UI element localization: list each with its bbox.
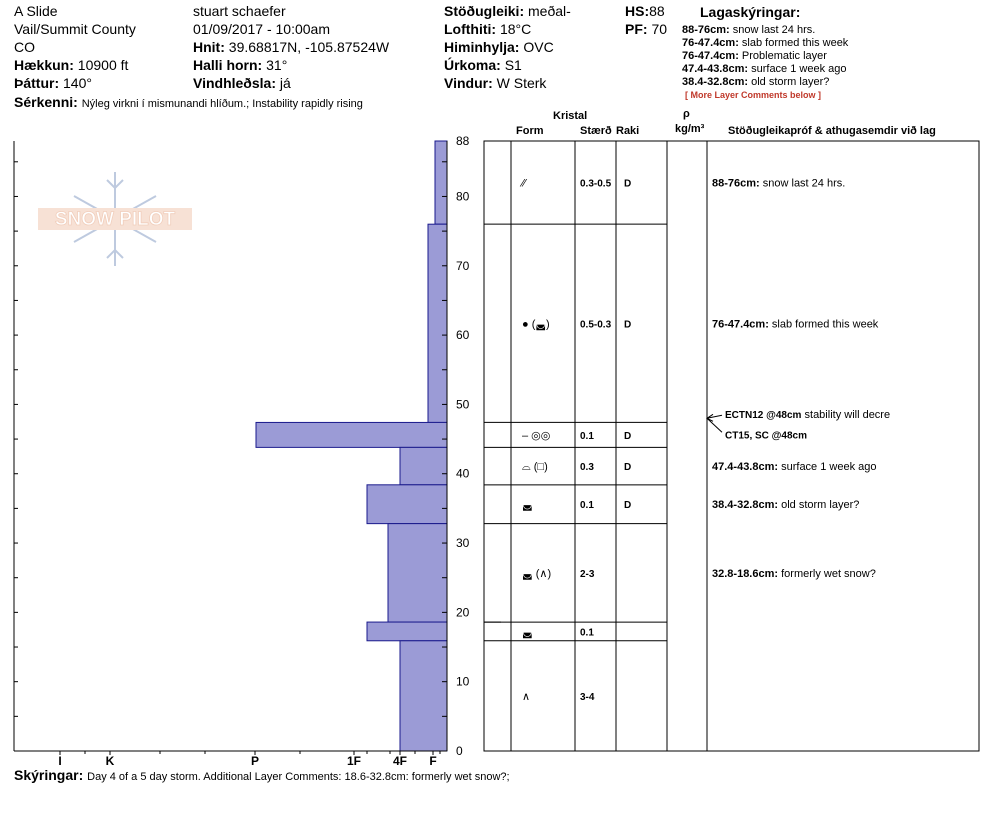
hardness-tick-label: 4F	[392, 754, 408, 768]
moisture: D	[624, 430, 632, 442]
layer-note-item: 88-76cm: snow last 24 hrs.	[682, 24, 816, 36]
stability: Stöðugleiki: meðal-	[444, 3, 571, 19]
hardness-bar	[367, 485, 447, 524]
layer-comment: 76-47.4cm: slab formed this week	[712, 318, 879, 331]
location-title: A Slide	[14, 3, 58, 19]
sky-cover: Himinhylja: OVC	[444, 39, 554, 55]
hardness-tick-label: K	[105, 754, 115, 768]
datetime: 01/09/2017 - 10:00am	[193, 21, 330, 37]
density-header: kg/m³	[675, 123, 705, 135]
wind: Vindur: W Sterk	[444, 75, 547, 91]
depth-tick-label: 50	[456, 397, 470, 412]
grain-size: 0.1	[580, 500, 594, 512]
moisture: D	[624, 319, 632, 331]
grain-size: 3-4	[580, 691, 595, 703]
hardness-tick-label: F	[429, 754, 437, 768]
depth-tick-label: 10	[456, 674, 470, 689]
form-header: Form	[516, 125, 544, 137]
grain-size: 2-3	[580, 568, 595, 580]
moisture-header: Raki	[616, 125, 640, 137]
grain-form: ‒ ◎◎	[522, 429, 551, 442]
logo-text: SNOW PILOT	[54, 209, 176, 230]
grain-form: ● (◛)	[522, 318, 550, 331]
snowpilot-logo	[38, 172, 192, 266]
depth-tick-label: 70	[456, 258, 470, 273]
hardness-bar	[388, 524, 447, 622]
hardness-bar	[400, 447, 447, 484]
depth-tick-label: 20	[456, 605, 470, 620]
layer-table-frame	[484, 141, 979, 751]
hardness-bar	[435, 141, 447, 224]
region: Vail/Summit County	[14, 21, 136, 37]
depth-tick-label: 0	[456, 744, 463, 758]
footer-notes: Skýringar: Day 4 of a 5 day storm. Additional Layer Comments: 18.6-32.8cm: formerly wet snow?;	[14, 767, 510, 783]
precipitation: Úrkoma: S1	[444, 57, 522, 73]
hardness-bar	[256, 422, 447, 447]
grain-size: 0.1	[580, 627, 594, 639]
hardness-bar	[400, 641, 447, 751]
moisture: D	[624, 178, 632, 190]
depth-tick-label: 88	[456, 134, 470, 148]
aspect: Þáttur: 140°	[14, 75, 92, 91]
features: Sérkenni: Nýleg virkni í mismunandi hlíðum.; Instability rapidly rising	[14, 94, 363, 110]
stability-test: ECTN12 @48cm stability will decre	[725, 408, 891, 421]
air-temp: Lofthiti: 18°C	[444, 21, 532, 37]
grain-size: 0.1	[580, 430, 594, 442]
slope-angle: Halli horn: 31°	[193, 57, 288, 73]
layer-comment: 88-76cm: snow last 24 hrs.	[712, 177, 846, 190]
grain-form: ◛	[522, 626, 533, 639]
layer-note-item: 76-47.4cm: slab formed this week	[682, 37, 849, 49]
hardness-tick-label: 1F	[346, 754, 362, 768]
stability-test: CT15, SC @48cm	[725, 430, 808, 442]
coordinates: Hnit: 39.68817N, -105.87524W	[193, 39, 390, 55]
pf: PF: 70	[625, 21, 668, 37]
tests-header: Stöðugleikapróf & athugasemdir við lag	[728, 125, 936, 137]
rho-header: ρ	[683, 108, 690, 120]
test-arrow	[707, 418, 722, 432]
layer-comment: 32.8-18.6cm: formerly wet snow?	[712, 567, 876, 580]
grain-form: ◛	[522, 499, 533, 512]
size-header: Stærð	[580, 125, 612, 137]
grain-form: ◛ (∧)	[522, 567, 552, 580]
hardness-tick-label: P	[250, 754, 260, 768]
crystal-header: Kristal	[553, 110, 588, 122]
grain-form: ⁄⁄	[522, 177, 526, 190]
wind-loading: Vindhleðsla: já	[193, 75, 291, 91]
observer: stuart schaefer	[193, 3, 286, 19]
layer-comment: 47.4-43.8cm: surface 1 week ago	[712, 461, 877, 474]
layer-note-item: 38.4-32.8cm: old storm layer?	[682, 76, 830, 88]
depth-tick-label: 30	[456, 536, 470, 551]
layer-notes-title: Lagaskýringar:	[700, 4, 801, 20]
grain-form: ∧	[522, 690, 531, 703]
depth-tick-label: 60	[456, 328, 470, 343]
hardness-bar	[367, 622, 447, 641]
hs: HS:88	[625, 3, 665, 19]
hardness-bar	[428, 224, 447, 422]
layer-note-item: 47.4-43.8cm: surface 1 week ago	[682, 63, 847, 75]
moisture: D	[624, 500, 632, 512]
depth-tick-label: 80	[456, 189, 470, 204]
grain-size: 0.3-0.5	[580, 178, 612, 190]
layer-note-item: 76-47.4cm: Problematic layer	[682, 50, 827, 62]
grain-size: 0.3	[580, 462, 594, 474]
depth-tick-label: 40	[456, 466, 470, 481]
more-comments-link[interactable]: [ More Layer Comments below ]	[685, 90, 822, 100]
hardness-tick-label: I	[58, 754, 62, 768]
layer-comment: 38.4-32.8cm: old storm layer?	[712, 499, 860, 512]
elevation: Hækkun: 10900 ft	[14, 57, 129, 73]
state: CO	[14, 39, 35, 55]
moisture: D	[624, 462, 632, 474]
grain-form: ⌓ (□)	[522, 461, 548, 474]
grain-size: 0.5-0.3	[580, 319, 612, 331]
